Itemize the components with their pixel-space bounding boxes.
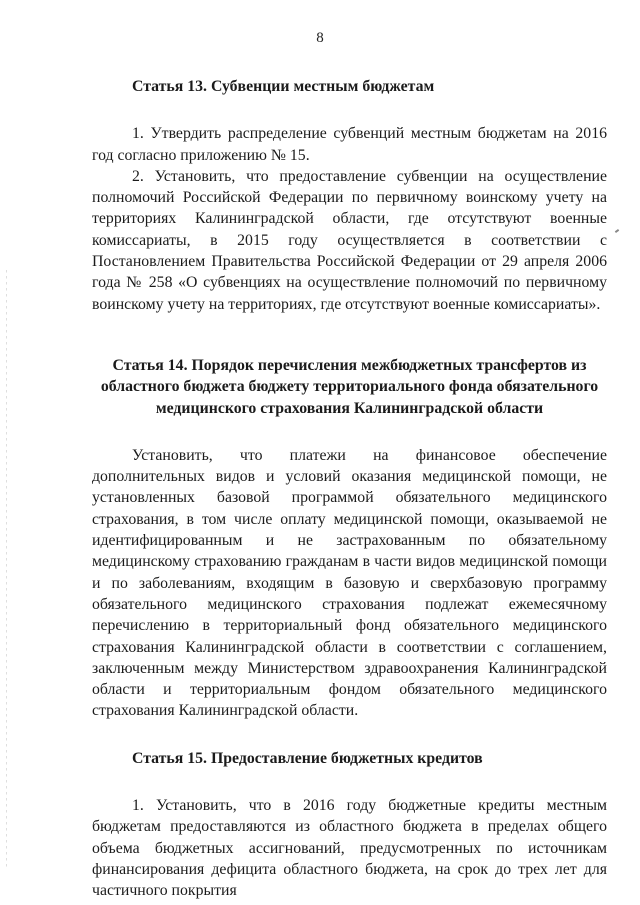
article-14-heading: Статья 14. Порядок перечисления межбюджетных трансфертов из областного бюджета бюджету территориального фонда обязательного медицинского страхования Калининградской области	[100, 356, 599, 417]
article-14	[92, 355, 607, 722]
article-13-paragraph-2: 2. Установить, что предоставление субвенции на осуществление полномочий Российской Федерации по первичному воинскому учету на территориях Калининградской области, где отсутствуют военные комиссариаты, в 2015 году осуществляется в соответствии с Постановлением Правительства Российской Федерации от 29 апреля 2006 года № 258 «О субвенциях на осуществление полномочий по первичному воинскому учету на территориях, где отсутствуют военные комиссариаты».	[92, 167, 607, 313]
article-15-heading: Статья 15. Предоставление бюджетных кредитов	[132, 749, 483, 767]
article-15	[92, 748, 607, 902]
article-13	[92, 76, 607, 315]
article-15-paragraph-1: 1. Установить, что в 2016 году бюджетные кредиты местным бюджетам предоставляются из областного бюджета в пределах общего объема бюджетных ассигнований, предусмотренных по источникам финансирования дефицита областного бюджета, на срок до трех лет для частичного покрытия	[92, 797, 607, 900]
article-14-paragraph-1: Установить, что платежи на финансовое обеспечение дополнительных видов и условий оказания медицинской помощи, не установленных базовой программой обязательного медицинского страхования, в том числе оплату медицинской помощи, оказываемой не идентифицированным и не застрахованным по обязательному медицинскому страхованию гражданам в части видов медицинской помощи и по заболеваниям, входящим в базовую и сверхбазовую программу обязательного медицинского страхования подлежат ежемесячному перечислению в территориальный фонд обязательного медицинского страхования Калининградской области в соответствии с соглашением, заключенным между Министерством здравоохранения Калининградской области и территориальным фондом обязательного медицинского страхования Калининградской области.	[92, 446, 607, 720]
article-13-paragraph-1: 1. Утвердить распределение субвенций местным бюджетам на 2016 год согласно приложению № 15.	[92, 125, 607, 164]
article-13-heading: Статья 13. Субвенции местным бюджетам	[132, 78, 435, 95]
document-body	[92, 76, 607, 902]
page-number: 8	[316, 30, 324, 46]
margin-mark	[615, 229, 619, 233]
scan-edge-dots	[6, 270, 7, 870]
